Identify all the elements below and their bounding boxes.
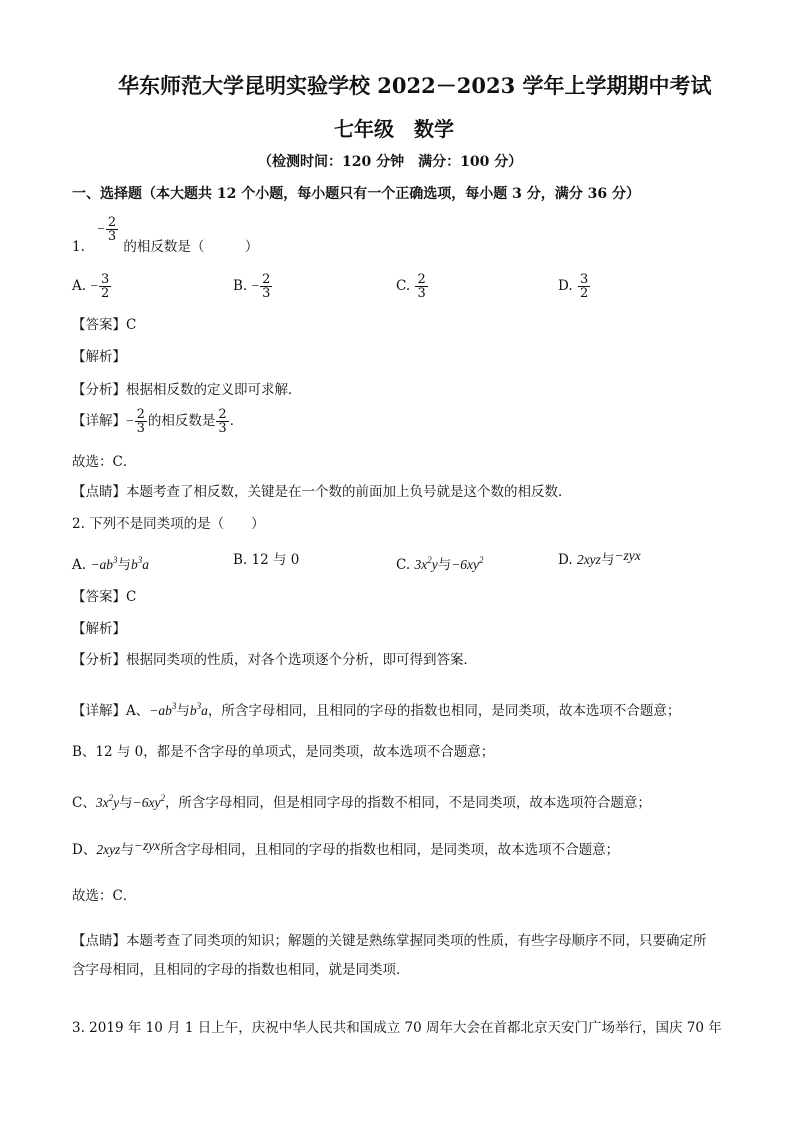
q1-dianjing: 【点睛】本题考查了相反数，关键是在一个数的前面加上负号就是这个数的相反数． — [72, 484, 572, 500]
q1-option-b: B. − $\frac{2}{3}$ — [233, 272, 271, 301]
q2-option-b: B. 12 与 0 — [233, 552, 300, 568]
q1-guxuan: 故选：C． — [72, 454, 137, 470]
q1-option-d: D. $\frac{3}{2}$ — [558, 272, 589, 301]
q2-option-c: C. $3x^2y$与$-6xy^2$ — [396, 555, 484, 573]
q1-stem — [72, 215, 259, 255]
q2-option-a: A. $-ab^3$与$b^3a$ — [72, 555, 149, 573]
q2-fenxi: 【分析】根据同类项的性质，对各个选项逐个分析，即可得到答案． — [72, 652, 477, 668]
exam-meta: （检测时间：120 分钟 满分：100 分） — [258, 154, 523, 170]
exam-subtitle: 七年级 数学 — [334, 117, 454, 141]
exam-title: 华东师范大学昆明实验学校 2022－2023 学年上学期期中考试 — [118, 73, 712, 98]
q2-answer: 【答案】C — [72, 589, 137, 605]
q2-dianjing: 【点睛】本题考查了同类项的知识；解题的关键是熟练掌握同类项的性质，有些字母顺序不同，只要确定所含字母相同，且相同的字母的指数也相同，就是同类项． — [72, 933, 707, 978]
q1-frac-stem: − $\frac{2}{3}$ — [97, 215, 117, 244]
q1-stem-text: 的相反数是（ ） — [123, 239, 259, 255]
q3-stem: 3. 2019 年 10 月 1 日上午，庆祝中华人民共和国成立 70 周年大会在首都北京天安门广场举行，国庆 70 年 — [72, 1020, 722, 1036]
q1-answer: 【答案】C — [72, 317, 137, 333]
q1-fenxi: 【分析】根据相反数的定义即可求解． — [72, 382, 302, 398]
section-heading: 一、选择题（本大题共 12 个小题，每小题只有一个正确选项，每小题 3 分，满分 36 分） — [72, 186, 640, 202]
q2-xiangjie-a: 【详解】A、$-ab^3$与$b^3a$，所含字母相同，且相同的字母的指数也相同，是同类项，故本选项不合题意； — [72, 701, 681, 719]
q1-number: 1. — [72, 239, 85, 255]
q1-option-c: C. $\frac{2}{3}$ — [396, 272, 426, 301]
q2-guxuan: 故选：C． — [72, 888, 137, 904]
q2-stem: 2. 下列不是同类项的是（ ） — [72, 516, 265, 532]
q2-analysis-tag: 【解析】 — [72, 621, 126, 637]
q2-option-d: D. 2xyz与−zyx — [558, 548, 641, 568]
q2-line-b: B、12 与 0，都是不含字母的单项式，是同类项，故本选项不合题意； — [72, 744, 495, 760]
q1-analysis-tag: 【解析】 — [72, 349, 126, 365]
q1-xiangjie: 【详解】− $\frac{2}{3}$ 的相反数是 $\frac{2}{3}$ ． — [72, 407, 244, 436]
q1-option-a: A. − $\frac{3}{2}$ — [72, 272, 110, 301]
q2-line-c: C、$3x^2y$与$-6xy^2$，所含字母相同，但是相同字母的指数不相同，不是同类项，故本选项符合题意； — [72, 793, 651, 811]
q2-line-d: D、2xyz与−zyx所含字母相同，且相同的字母的指数也相同，是同类项，故本选项不合题意； — [72, 838, 620, 858]
